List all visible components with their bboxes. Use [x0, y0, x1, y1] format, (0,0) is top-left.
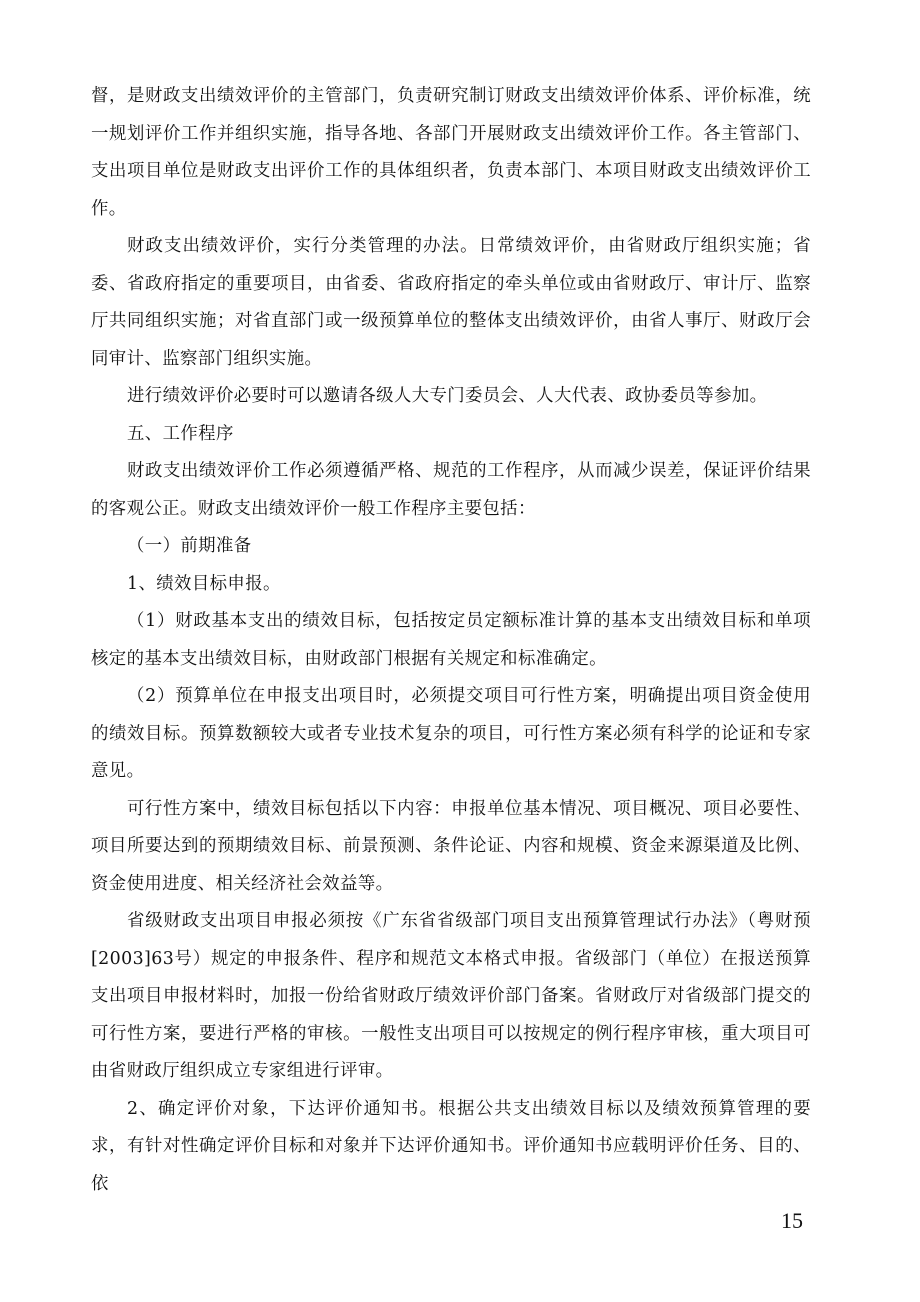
paragraph-item-1: （1）财政基本支出的绩效目标，包括按定员定额标准计算的基本支出绩效目标和单项核定的基本支出绩效目标，由财政部门根据有关规定和标准确定。 [91, 611, 811, 669]
document-body [91, 78, 811, 1203]
section-heading-work-procedure: 五、工作程序 [127, 423, 234, 444]
subsection-heading-preparation: （一）前期准备 [127, 536, 252, 556]
paragraph-continuation: 督，是财政支出绩效评价的主管部门，负责研究制订财政支出绩效评价体系、评价标准，统一规划评价工作并组织实施，指导各地、各部门开展财政支出绩效评价工作。各主管部门、支出项目单位是财政支出评价工作的具体组织者，负责本部门、本项目财政支出绩效评价工作。 [91, 86, 811, 219]
paragraph-feasibility-content: 可行性方案中，绩效目标包括以下内容：申报单位基本情况、项目概况、项目必要性、项目所要达到的预期绩效目标、前景预测、条件论证、内容和规模、资金来源渠道及比例、资金使用进度、相关经济社会效益等。 [91, 798, 811, 894]
item-heading-target-declaration: 1、绩效目标申报。 [127, 573, 281, 594]
paragraph-invite-participants: 进行绩效评价必要时可以邀请各级人大专门委员会、人大代表、政协委员等参加。 [127, 386, 768, 406]
paragraph-determine-target: 2、确定评价对象，下达评价通知书。根据公共支出绩效目标以及绩效预算管理的要求，有针对性确定评价目标和对象并下达评价通知书。评价通知书应载明评价任务、目的、依 [91, 1098, 811, 1194]
page-number: 15 [781, 1208, 803, 1233]
paragraph-provincial-declaration: 省级财政支出项目申报必须按《广东省省级部门项目支出预算管理试行办法》（粤财预[2003]63号）规定的申报条件、程序和规范文本格式申报。省级部门（单位）在报送预算支出项目申报材料时，加报一份给省财政厅绩效评价部门备案。省财政厅对省级部门提交的可行性方案，要进行严格的审核。一般性支出项目可以按规定的例行程序审核，重大项目可由省财政厅组织成立专家组进行评审。 [91, 911, 811, 1081]
paragraph-item-2: （2）预算单位在申报支出项目时，必须提交项目可行性方案，明确提出项目资金使用的绩效目标。预算数额较大或者专业技术复杂的项目，可行性方案必须有科学的论证和专家意见。 [91, 686, 811, 781]
paragraph-procedure-intro: 财政支出绩效评价工作必须遵循严格、规范的工作程序，从而减少误差，保证评价结果的客观公正。财政支出绩效评价一般工作程序主要包括： [91, 461, 811, 519]
paragraph-classified-management: 财政支出绩效评价，实行分类管理的办法。日常绩效评价，由省财政厅组织实施；省委、省政府指定的重要项目，由省委、省政府指定的牵头单位或由省财政厅、审计厅、监察厅共同组织实施；对省直部门或一级预算单位的整体支出绩效评价，由省人事厅、财政厅会同审计、监察部门组织实施。 [91, 236, 811, 369]
